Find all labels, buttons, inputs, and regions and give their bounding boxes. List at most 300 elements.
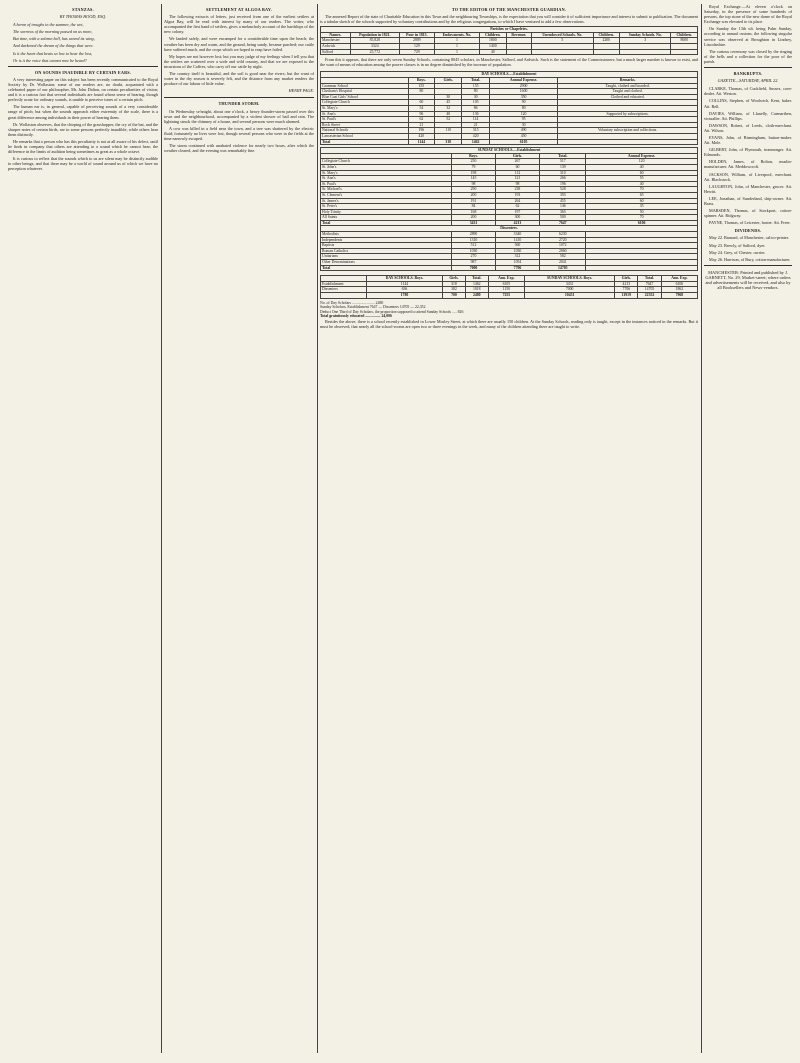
table-cell: 54 [408, 106, 434, 112]
table-cell: 6105 [488, 281, 524, 287]
bankrupt-entry: LAUGHTON, John, of Manchester, grocer. Att. Hewitt. [704, 183, 792, 194]
table-cell: 2900 [489, 83, 557, 89]
table-cell: 79 [452, 164, 495, 170]
table-cell: 365 [540, 209, 586, 215]
table-header: Ann. Exp. [488, 276, 524, 282]
table-cell: 582 [540, 254, 586, 260]
table-header: DAY SCHOOLS. Boys. [366, 276, 442, 282]
table-cell: 14705 [638, 287, 661, 293]
table-header: Girls. [495, 153, 540, 159]
article-paragraph: My hopes are not however lost; but you may judge of my feelings when I tell you that the settlers are scattered over a wide and wild country, and that we are exposed to the incursions of the Caffres, who carry off our cattle by night. [164, 53, 314, 69]
article-paragraph: The curious ceremony was closed by the ringing of the bells and a collection for the poor of the parish. [704, 48, 792, 64]
table-header: SUNDAY SCHOOLS. Boys. [524, 276, 614, 282]
table-cell: 136 [462, 111, 490, 117]
table-cell: Total [321, 139, 409, 145]
table-cell: 1410 [495, 237, 540, 243]
table-header: Names. [321, 32, 351, 38]
table-cell: 6230 [540, 232, 586, 238]
letter-intro: The annexed Report of the state of Charitable Education in this Town and the neighbouring Townships, is the expectation that you will consider it of sufficient importance and interest to submit to publication. The document is a tabular sketch of the schools supported by voluntary contributions and by the religious congregations, to which I have ventured to add a few observations. [320, 14, 698, 25]
poem-line: But time, with a solemn bell, has waved its wing, [13, 36, 95, 42]
table-cell: Baptists [321, 243, 452, 249]
table-cell: 50 [586, 209, 698, 215]
table-cell: 6106 [661, 281, 697, 287]
footnote: Total gratuitously educated ................ 24,006 [320, 314, 392, 319]
table-cell: 7000 [524, 287, 614, 293]
table-header: Total. [465, 276, 488, 282]
table-cell: 10431 [524, 293, 614, 299]
table-header: Poor in 1815. [399, 32, 434, 38]
table-cell: Manchester [321, 38, 351, 44]
day-schools-table [320, 71, 698, 145]
divider [704, 67, 792, 68]
table-cell: 1310 [452, 237, 495, 243]
article-paragraph: We landed safely, and were encamped for a considerable time upon the beach; the weather has been dry and warm, and the ground, being sandy, became parched; our cattle have suffered much, and the crops which we hoped to reap have failed. [164, 36, 314, 52]
bankrupts-list [704, 86, 792, 225]
table-cell: St. Ann's [321, 176, 452, 182]
table-cell: 490 [489, 128, 557, 134]
table-cell: Grammar School [321, 83, 409, 89]
table-cell [321, 293, 367, 299]
table-cell: 300 [495, 215, 540, 221]
table-cell: 197 [495, 209, 540, 215]
divider [704, 265, 792, 266]
bankrupt-entry: GILBERT, John, of Plymouth, ironmonger. Att. Edmonds. [704, 147, 792, 158]
table-cell: 382 [443, 287, 466, 293]
table-cell: 7968 [661, 293, 697, 299]
table-cell: 60 [408, 100, 434, 106]
table-cell: Roman Catholics [321, 248, 452, 254]
table-header: Total. [462, 78, 490, 84]
table-cell: 3340 [495, 232, 540, 238]
table-cell: 1 [434, 38, 479, 44]
table-cell: 636 [366, 287, 442, 293]
column-4 [704, 4, 792, 1053]
table-cell: Establishment [321, 281, 367, 287]
table-cell: 191 [452, 198, 495, 204]
parish-table [320, 26, 698, 55]
table-cell: 105 [462, 100, 490, 106]
poem-title: STANZAS. [72, 7, 94, 12]
table-cell: Taught and clothed. [558, 89, 698, 95]
bankrupt-entry: PAYNE, Thomas, of Leicester, hosier. Att. Freer. [709, 220, 791, 226]
article-paragraph: Dr. Wollaston observes, that the chirping of the grasshopper, the cry of the bat, and the sharper notes of certain birds, are to some persons perfectly inaudible, while others hear them distinctly. [8, 121, 158, 137]
table-cell: 1018 [465, 287, 488, 293]
article-paragraph: He remarks that a person who has this peculiarity is not at all aware of his defect, until he finds in company that others are attending to a sound which he cannot hear; the difference in the limits of audition being sometimes as great as a whole octave. [8, 138, 158, 155]
table-cell: 155 [462, 83, 490, 89]
table-cell: 500 [540, 215, 586, 221]
table-cell: 1800 [480, 38, 506, 44]
letter-signature: HENRY PAGE. [288, 88, 314, 94]
poem-line: Is it the heart that beats so low to hear the lost, [13, 50, 93, 56]
table-header: Annual Expense. [489, 78, 557, 84]
table-total-row [321, 139, 698, 145]
article-paragraph: The storm continued with unabated violence for nearly two hours, after which the weather cleared, and the evening was remarkably fine. [164, 143, 314, 154]
table-header: Ann. Exp. [661, 276, 697, 282]
table-header: Population in 1821. [350, 32, 399, 38]
table-cell: St. James's [321, 198, 452, 204]
table-cell: St. Ann's [321, 111, 409, 117]
table-cell: 1030 [452, 248, 495, 254]
bankrupts-date: GAZETTE—SATURDAY, APRIL 22. [717, 78, 779, 84]
table-cell: St. Clement's [321, 192, 452, 198]
table-cell: 1 [434, 49, 479, 55]
table-cell: 2060 [540, 248, 586, 254]
summary-table [320, 275, 698, 298]
table-cell: Chetham's Hospital [321, 89, 409, 95]
table-cell: Rock Street [321, 122, 409, 128]
table-cell: 86 [462, 106, 490, 112]
publisher-imprint: MANCHESTER: Printed and published by J. GARNETT, No. 29, Market-street; where orders and advertisements will be received, and also by all Booksellers and News-vendors. [705, 269, 791, 291]
table-cell: 3431 [452, 220, 495, 226]
bankrupt-entry: CLARKE, Thomas, of Cuckfield, Sussex, corn-dealer. Att. Weston. [704, 86, 792, 97]
table-cell: 5 [532, 38, 593, 44]
table-cell: Blue Coat Girls' School [321, 94, 409, 100]
table-cell: 62 [408, 117, 434, 123]
table-cell: 1072 [540, 243, 586, 249]
table-cell: 312 [495, 254, 540, 260]
table-cell: 168 [452, 209, 495, 215]
dividends-title: DIVIDENDS. [734, 228, 762, 234]
table-cell: 266 [540, 176, 586, 182]
table-cell [506, 49, 532, 55]
article-paragraph: It is curious to reflect that the sounds which to us are silent may be distinctly audible to other beings, and that there may be a world of sound around us of which we have no perception whatever. [8, 156, 158, 172]
table-cell: 85,828 [350, 38, 399, 44]
table-cell: 7647 [540, 220, 586, 226]
table-header: Total. [540, 153, 586, 159]
table-header: Children. [480, 32, 506, 38]
dividend-entry: May 23. Brewly, of Salford, dyer. [709, 242, 766, 248]
letter-paragraph: From this it appears, that there are only seven Sunday Schools, containing 8045 scholars, in Manchester, Salford, and Ardwick. Such is the statement of the Commissioners; but a much larger number is known to exist, and the want of means of education among the poorer classes is in no degree diminished by the increase of population. [320, 57, 698, 68]
table-cell: St. Mary's [321, 170, 452, 176]
table-cell [671, 49, 698, 55]
bankrupt-entry: JACKSON, William, of Liverpool, merchant. Att. Blackstock. [704, 171, 792, 182]
table-cell: 2041 [540, 260, 586, 266]
table-cell [586, 265, 698, 271]
article-paragraph: The human ear is, in general, capable of perceiving sounds of a very considerable range of pitch; but when the sounds approach either extremity of the scale, there is a great difference among individuals in their power of hearing them. [8, 104, 158, 120]
table-cell: Clothed and educated. [558, 94, 698, 100]
table-cell: 96 [408, 111, 434, 117]
table-cell: 193 [495, 192, 540, 198]
table-cell: 21 [408, 122, 434, 128]
table-cell [558, 139, 698, 145]
table-cell: 30 [462, 94, 490, 100]
table-total-row [321, 293, 698, 299]
table-header: Boys. [408, 78, 434, 84]
table-cell: 60 [586, 198, 698, 204]
thunder-title: THUNDER STORM. [218, 101, 260, 107]
table-cell: Independents [321, 237, 452, 243]
sunday-schools-table [320, 147, 698, 271]
table-cell: 70 [586, 187, 698, 193]
bankrupts-title: BANKRUPTS. [733, 71, 763, 77]
column-rule [161, 4, 162, 1053]
table-header: Children. [593, 32, 619, 38]
footnote: No. of Day Scholars ........................ 2480 [320, 300, 384, 305]
dividend-entry: May 24. Grey, of Chester, currier. [709, 249, 766, 255]
table-cell: 40 [435, 111, 462, 117]
table-header: Boys. [452, 153, 495, 159]
table-cell: 55 [586, 176, 698, 182]
table-subcaption: Dissenters. [321, 226, 698, 232]
table-cell: St. Mary's [321, 106, 409, 112]
table-header: Revenue. [506, 32, 532, 38]
table-cell: 2200 [593, 38, 619, 44]
table-caption: Parishes or Chapelries. [321, 27, 698, 33]
article-paragraph: The following extracts of letters, just received from one of the earliest settlers at Algoa Bay, will be read with interest by many of our readers. The writer, who accompanied the first band of settlers, gives a melancholy account of the hardships of the new colony. [164, 14, 314, 35]
table-cell: 450 [489, 133, 557, 139]
table-cell [620, 49, 671, 55]
column-rule [701, 4, 702, 1053]
column-3 [320, 4, 698, 1053]
table-cell: 114 [462, 117, 490, 123]
table-cell: 7706 [495, 265, 540, 271]
table-header: Endowments. No. [434, 32, 479, 38]
article-paragraph: A cow was killed in a field near the town, and a tree was shattered by the electric fluid; fortunately no lives were lost, though several persons who were in the fields at the time narrowly escaped. [164, 125, 314, 141]
table-cell: 200 [452, 215, 495, 221]
table-cell: St. John's [321, 164, 452, 170]
table-cell: 196 [540, 181, 586, 187]
bankrupt-entry: MARSDEN, Thomas, of Stockport, cotton-spinner. Att. Ridgway. [704, 208, 792, 219]
table-header: Annual Expense. [586, 153, 698, 159]
table-header: Sunday Schools. No. [620, 32, 671, 38]
table-cell: 52 [435, 117, 462, 123]
table-cell: 146 [540, 204, 586, 210]
dividends-list [704, 235, 792, 261]
table-cell: 270 [452, 254, 495, 260]
table-cell: 60 [495, 164, 540, 170]
table-cell: 90 [489, 100, 557, 106]
table-total-row [321, 265, 698, 271]
table-cell: 290 [452, 187, 495, 193]
table-cell: 30 [489, 122, 557, 128]
table-cell: St. Paul's [321, 117, 409, 123]
table-cell: 98 [495, 181, 540, 187]
footnote: Deduct One Third of Day Scholars, the proportion supposed to attend Sunday Schools ..... 826 [320, 309, 464, 314]
table-cell: 512 [452, 243, 495, 249]
table-cell: 6105 [489, 139, 557, 145]
table-cell: Supported by subscriptions. [558, 111, 698, 117]
article-paragraph: On Sunday the 13th ult. being Palm Sunday, according to annual custom, the following singular service was observed at Broughton in Lindsey, Lincolnshire. [704, 26, 792, 47]
table-cell: Taught, clothed and boarded. [558, 83, 698, 89]
table-cell: 80 [462, 89, 490, 95]
table-cell: 40 [480, 49, 506, 55]
dividend-entry: May 26. Harrison, of Bury, cotton-manufacturer. [709, 256, 791, 262]
table-cell: 318 [443, 281, 466, 287]
table-cell: 6106 [586, 220, 698, 226]
poem-line: Or is it the voice that cannot now be heard? [13, 57, 87, 63]
table-cell: 119 [435, 128, 462, 134]
table-cell: 40 [586, 164, 698, 170]
table-header: Unendowed Schools. No. [532, 32, 593, 38]
table-cell: St. Paul's [321, 181, 452, 187]
bankrupt-entry: COLLINS, Stephen, of Woolwich, Kent, baker. Att. Bell. [704, 98, 792, 109]
bankrupt-entry: HOLDEN, James, of Bolton, muslin-manufacturer. Att. Meddowcroft. [704, 159, 792, 170]
table-cell: 84 [452, 204, 495, 210]
article-paragraph: On Wednesday se'nnight, about one o'clock, a heavy thunder-storm passed over this town and the neighbourhood, accompanied by a violent shower of hail and rain. The lightning struck the chimney of a house, and several persons were much alarmed. [164, 108, 314, 124]
bankrupt-entry: EVANS, John, of Birmingham, button-maker. Att. Mole. [704, 134, 792, 146]
table-row [321, 49, 698, 55]
table-cell: 30 [435, 94, 462, 100]
table-cell: Collegiate Church [321, 100, 409, 106]
bankrupt-entry: DAWSON, Robert, of Leeds, cloth-merchant. Att. Wilson. [704, 122, 792, 133]
table-cell: 1462 [465, 281, 488, 287]
table-cell: 120 [586, 159, 698, 165]
column-2 [164, 4, 314, 1053]
table-cell: 145 [452, 176, 495, 182]
table-cell: 528 [540, 187, 586, 193]
table-cell: 129 [399, 44, 434, 50]
table-cell: Collegiate Church [321, 159, 452, 165]
table-cell: 1600 [489, 89, 557, 95]
divider [164, 97, 314, 98]
table-cell: 40 [586, 181, 698, 187]
table-header: Girls. [615, 276, 638, 282]
poem-line: A heron of troughs in the summer, the wet, [13, 22, 84, 28]
table-cell: 2889 [399, 38, 434, 44]
table-cell: 95 [489, 117, 557, 123]
table-cell: 200 [452, 192, 495, 198]
table-cell: 70 [586, 215, 698, 221]
table-cell: 98 [452, 181, 495, 187]
table-cell: St. Michael's [321, 187, 452, 193]
letter-closing: Besides the above, there is a school recently established in Lower Mosley Street, at which there are usually 150 children. At the Sunday Schools, reading only is taught, except in the instances noticed in the remarks. But it must be observed, that nearly all the school-rooms are open two or three evenings in the week, and many of the children attending there are taught to write. [320, 318, 698, 330]
table-cell: 22352 [638, 293, 661, 299]
table-header: Total. [638, 276, 661, 282]
table-cell: 32 [435, 106, 462, 112]
table-cell: 65 [586, 192, 698, 198]
article-paragraph: A very interesting paper on this subject has been recently communicated to the Royal Society by Dr. Wollaston; some of our readers are, no doubt, acquainted with a celebrated paper of our philosopher, Mr. John Dalton, on certain peculiarities of vision; and it is a curious fact that several individuals are found whose sense of hearing, though perfectly acute for ordinary sounds, is unable to perceive tones of a certain pitch. [8, 76, 158, 103]
footnote: Sunday Scholars, Establishment 7647 — Dissenters 14705 — 22,352 [320, 305, 426, 310]
table-header: Girls. [443, 276, 466, 282]
table-caption: SUNDAY SCHOOLS.—Establishment [321, 148, 698, 154]
table-cell: 420 [462, 133, 490, 139]
table-caption: DAY SCHOOLS.—Establishment [321, 72, 698, 78]
poem-byline: BY THOMAS HOOD, ESQ. [59, 14, 107, 20]
table-cell: 3 [620, 38, 671, 44]
table-cell: Total [321, 265, 452, 271]
table-cell: 455 [540, 198, 586, 204]
article-title: ON SOUNDS INAUDIBLE BY CERTAIN EARS. [34, 69, 132, 75]
table-cell: Voluntary subscription and collections. [558, 128, 698, 134]
table-cell: 1144 [366, 281, 442, 287]
table-cell: 21 [462, 122, 490, 128]
table-cell: 7647 [638, 281, 661, 287]
table-cell: Total [321, 220, 452, 226]
table-cell: 393 [540, 192, 586, 198]
table-header: Girls. [435, 78, 462, 84]
table-cell: St. Peter's [321, 204, 452, 210]
table-cell: 264 [495, 198, 540, 204]
table-cell: 11919 [615, 293, 638, 299]
table-cell: 2890 [452, 232, 495, 238]
table-cell: 80 [489, 106, 557, 112]
table-cell: 3324 [350, 44, 399, 50]
table-cell: 14705 [540, 265, 586, 271]
table-cell: 4213 [495, 220, 540, 226]
table-cell: 1400 [480, 44, 506, 50]
table-cell: Methodists [321, 232, 452, 238]
table-cell: 120 [489, 111, 557, 117]
bankrupt-entry: LEE, Jonathan, of Sunderland, ship-owner. Att. Brass. [704, 195, 792, 206]
table-cell: 139 [540, 164, 586, 170]
table-cell: 35 [586, 204, 698, 210]
table-cell: Ardwick [321, 44, 351, 50]
table-cell: 420 [408, 133, 434, 139]
table-cell: 350 [489, 94, 557, 100]
settlement-title: SETTLEMENT AT ALGOA BAY. [206, 7, 272, 12]
letter-title: TO THE EDITOR OF THE MANCHESTER GUARDIAN. [451, 7, 567, 12]
table-cell: 1054 [495, 260, 540, 266]
table-cell: 1030 [495, 248, 540, 254]
table-cell: Lancasterian School [321, 133, 409, 139]
table-cell: 7706 [615, 287, 638, 293]
table-cell: 315 [462, 128, 490, 134]
table-cell: All Saints [321, 215, 452, 221]
table-cell: 310 [540, 170, 586, 176]
table-cell: 1862 [661, 287, 697, 293]
poem-line: The sorrows of the morning passed on us more, [13, 29, 93, 35]
article-paragraph: The country itself is beautiful, and the soil is good near the rivers; but the want of water in the dry season is severely felt, and the distance from any market renders the produce of our labour of little value. [164, 71, 314, 87]
table-cell: 25,772 [350, 49, 399, 55]
table-cell: 8000 [671, 38, 698, 44]
column-1 [8, 4, 158, 1053]
table-cell: 7000 [452, 265, 495, 271]
table-cell: 7255 [488, 293, 524, 299]
table-cell: Dissenters [321, 287, 367, 293]
table-cell: 80 [408, 89, 434, 95]
table-cell: 3431 [524, 281, 614, 287]
table-cell: 45 [435, 100, 462, 106]
table-cell: 987 [452, 260, 495, 266]
table-cell: 238 [495, 187, 540, 193]
table-cell: Holy Trinity [321, 209, 452, 215]
table-header: Remarks. [558, 78, 698, 84]
table-cell: Unitarians [321, 254, 452, 260]
poem-line: And darkened the dream of the things that were. [13, 43, 94, 49]
table-cell: 112 [495, 170, 540, 176]
table-cell: 560 [495, 243, 540, 249]
bankrupt-entry: DAVIES, William, of Llanelly, Carmarthen, victualler. Att. Phillips. [704, 110, 792, 121]
table-cell: 267 [495, 159, 540, 165]
table-cell: 60 [586, 170, 698, 176]
table-cell: 121 [495, 176, 540, 182]
article-paragraph: Royal Exchange.—At eleven o'clock on Saturday, in the presence of some hundreds of persons, the top stone of the new dome of the Royal Exchange was elevated to its place. [704, 4, 792, 25]
newspaper-page [8, 4, 792, 1053]
table-cell: Salford [321, 49, 351, 55]
table-cell: 1 [434, 44, 479, 50]
table-cell [532, 49, 593, 55]
column-rule [317, 4, 318, 1053]
table-cell: 1462 [462, 139, 490, 145]
dividend-entry: May 22. Barnard, of Manchester, calico-printer. [709, 235, 789, 241]
table-cell: 1150 [488, 287, 524, 293]
table-cell: 155 [408, 83, 434, 89]
table-cell: National Schools [321, 128, 409, 134]
table-cell: 700 [443, 293, 466, 299]
divider [8, 66, 158, 67]
table-cell: 2480 [465, 293, 488, 299]
table-cell: 4213 [615, 281, 638, 287]
table-cell: 198 [452, 170, 495, 176]
table-cell: 517 [540, 159, 586, 165]
table-cell: 250 [452, 159, 495, 165]
table-header: Children. [671, 32, 698, 38]
table-cell: 196 [408, 128, 434, 134]
table-cell [593, 49, 619, 55]
table-cell: 2720 [540, 237, 586, 243]
table-cell: 729 [399, 49, 434, 55]
table-cell: Other Denominations [321, 260, 452, 266]
